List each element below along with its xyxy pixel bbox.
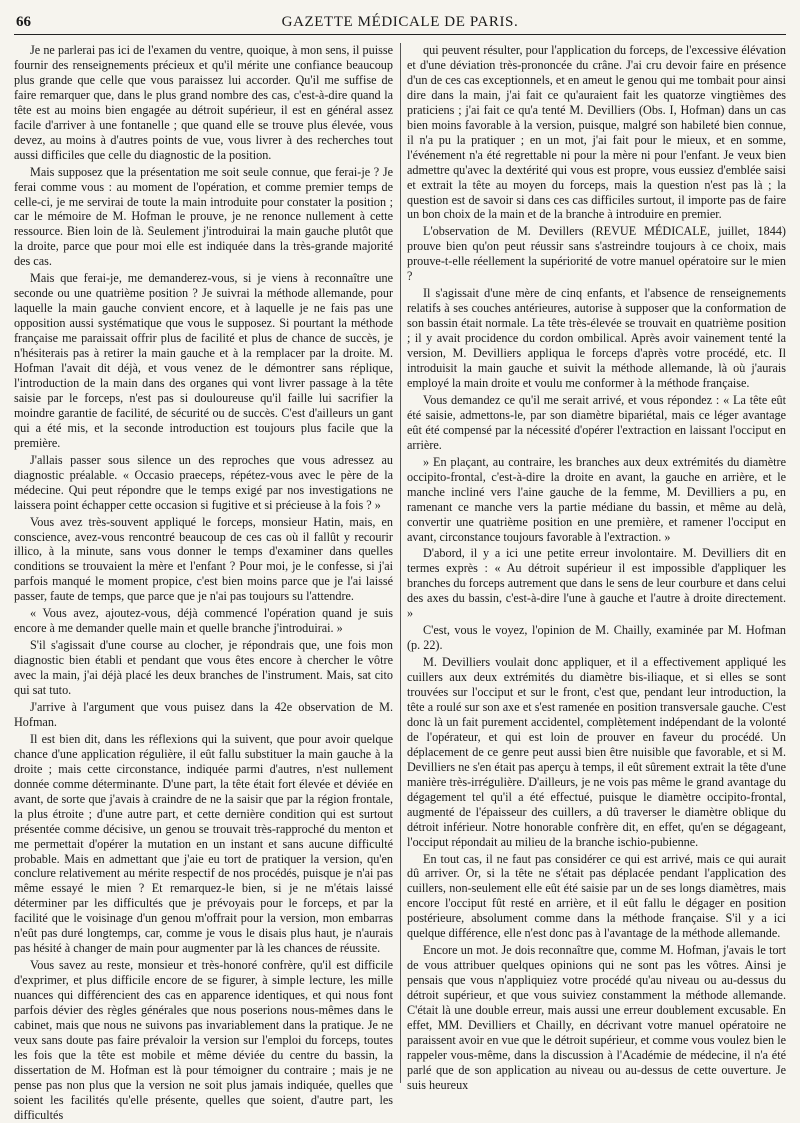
left-column (14, 43, 393, 1122)
column-divider (400, 43, 401, 1083)
paragraph: » En plaçant, au contraire, les branches aux deux extrémités du diamètre occipito-frontal, c'est-à-dire la droite en avant, la gauche en arrière, et le manche incliné vers l'aine gauche de la femme, M. Devilliers a pu, en ramenant ce manche vers la partie médiane du bassin, et même au delà, convertir une quatrième position en une première, et ramener l'occiput en avant, circonstance toujours favorable à l'extraction. » (407, 454, 786, 544)
page-header (14, 8, 786, 35)
two-column-body (14, 43, 786, 1122)
paragraph: Il s'agissait d'une mère de cinq enfants, et l'absence de renseignements relatifs à ses couches antérieures, autorise à supposer que la conformation de son bassin était normale. La tête très-élevée se trouvait en quatrième position ; il y avait procidence du cordon ombilical. Après avoir vainement tenté la version, M. Devilliers appliqua le forceps d'après votre procédé, etc. Il introduisit la main gauche et suivit la méthode allemande, là où j'aurais employé la main droite et voulu me conformer à la méthode française. (407, 286, 786, 390)
paragraph: Encore un mot. Je dois reconnaître que, comme M. Hofman, j'avais le tort de vous attribuer quelques opinions qui ne sont pas les vôtres. Ainsi je pensais que vous n'appliquiez votre procédé qu'au niveau ou au-dessus du détroit supérieur, et que vous suiviez constamment la méthode allemande. C'était là une double erreur, mais aussi une erreur doublement excusable. En effet, MM. Devilliers et Chailly, en décrivant votre manuel opératoire ne paraissent avoir en vue que le détroit supérieur, et comme vous voulez bien le rappeler vous-même, dans la discussion à l'Académie de médecine, il n'a été parlé que de son application au niveau ou au-dessus de cette ouverture. Je suis heureux (407, 943, 786, 1092)
page-number: 66 (16, 14, 31, 30)
paragraph: Vous avez très-souvent appliqué le forceps, monsieur Hatin, mais, en conscience, avez-vous rencontré beaucoup de ces cas où il fallût y recourir illico, à la minute, sans vous donner le temps d'examiner dans quelles conditions se trouvaient la mère et l'enfant ? Pour moi, je le confesse, si j'ai parfois manqué le moment propice, c'est bien moins parce que je l'ai laissé passer, faute de temps, que parce que je n'ai pas toujours su l'attendre. (14, 514, 393, 604)
paragraph: qui peuvent résulter, pour l'application du forceps, de l'excessive élévation et d'une déviation très-prononcée du crâne. J'ai cru devoir faire en présence d'un de ces cas exceptionnels, et en ameut le genou qui me tombait pour ainsi dire dans la main, j'ai fait ce qu'auraient fait les quatorze vingtièmes des praticiens ; j'ai fait ce qu'a tenté M. Devilliers (Obs. I, Hofman) dans un cas bien moins favorable à la version, puisque, malgré son habileté bien connue, il n'a pu la pratiquer ; en un mot, j'ai fait pour le mieux, et en somme, l'événement n'a été regrettable ni pour la mère ni pour l'enfant. Je veux bien admettre qu'avec la dextérité qui vous est propre, vous eussiez d'emblée saisi et extrait la tête au moyen du forceps, mais la question n'est pas là ; la question est de savoir si dans ces cas difficiles surtout, il importe pas de faire un bon choix de la main et de la branche à introduire en premier. (407, 43, 786, 222)
running-title: GAZETTE MÉDICALE DE PARIS. (281, 14, 519, 30)
paragraph: Mais que ferai-je, me demanderez-vous, si je viens à reconnaître une seconde ou une quatrième position ? Je suivrai la méthode allemande, pour laquelle la main gauche convient encore, et à laquelle je ne fais pas une opposition aussi systématique que vous le supposez. Si pourtant la méthode française me paraissait offrir plus de facilité et plus de chance de succès, je n'hésiterais pas à retirer la main gauche et à la remplacer par la droite. M. Hofman l'avait dit déjà, et vous venez de le démontrer sans réplique, l'introduction de la main dans des organes qui vont livrer passage à la tête saisie par le forceps, n'est pas si douloureuse qu'il faille lui sacrifier la moindre garantie de facilité, de sécurité ou de succès. C'est d'ailleurs un gant qui a été mis, et la seconde introduction est toujours plus facile que la première. (14, 271, 393, 450)
paragraph: Vous savez au reste, monsieur et très-honoré confrère, qu'il est difficile d'exprimer, et plus difficile encore de se figurer, à simple lecture, les mille nuances qui différencient des cas en apparence identiques, et qui nous font parfois dévier des règles générales que nous poserions nous-mêmes dans le cabinet, mais que nous ne suivons pas invariablement dans la pratique. Je ne veux sans doute pas faire prévaloir la version sur l'emploi du forceps, toutes les fois que la tête est mobile et même déviée du centre du bassin, la dissertation de M. Hofman est là pour témoigner du contraire ; mais je ne pense pas non plus que la version ne soit plus jamais indiquée, quelles que soient les facilités qu'elle présente, quelles que soient, d'autre part, les difficultés (14, 958, 393, 1122)
paragraph: J'arrive à l'argument que vous puisez dans la 42e observation de M. Hofman. (14, 699, 393, 729)
paragraph: Je ne parlerai pas ici de l'examen du ventre, quoique, à mon sens, il puisse fournir des renseignements précieux et qu'il mérite une confiance beaucoup plus grande que celle que vous paraissez lui accorder. Qu'il me suffise de faire remarquer que, dans le plus grand nombre des cas, c'est-à-dire quand la tête est au moins bien engagée au détroit supérieur, il est en général assez facile d'arriver à une fontanelle ; que quand elle se trouve plus élevée, vous devez, au moins à d'autres points de vue, vous livrer à des recherches tout aussi difficiles que celle du diagnostic de la position. (14, 43, 393, 162)
paragraph: Mais supposez que la présentation me soit seule connue, que ferai-je ? Je ferai comme vous : au moment de l'opération, et comme premier temps de celle-ci, je me servirai de toute la main introduite pour constater la position ; car le mémoire de M. Hofman le prouve, je ne renonce nullement à cette ressource. Bien loin de là. Seulement j'introduirai la main gauche plutôt que la droite, parce que pour moi elle est indiquée dans la très-grande majorité des cas. (14, 164, 393, 269)
paragraph: L'observation de M. Devillers (REVUE MÉDICALE, juillet, 1844) prouve bien qu'on peut réussir sans s'astreindre toujours à ce choix, mais prouve-t-elle réellement la supériorité de votre manuel opératoire sur le mien ? (407, 224, 786, 284)
right-column (407, 43, 786, 1092)
paragraph: J'allais passer sous silence un des reproches que vous adressez au diagnostic préalable. « Occasio praeceps, répétez-vous avec le père de la médecine. Qui peut répondre que le temps exigé par nos investigations ne laissera point échapper cette occasion si fugitive et si précieuse à la fois ? » (14, 452, 393, 512)
paragraph: M. Devilliers voulait donc appliquer, et il a effectivement appliqué les cuillers aux deux extrémités du diamètre bis-iliaque, et si elles se sont trouvées sur l'occiput et sur le front, c'est que, pendant leur introduction, la tête a roulé sur son axe et s'est ramenée en position transversale gauche. C'est donc là un fait purement accidentel, complètement indépendant de la volonté de l'opérateur, et qui est loin de prouver en faveur du procédé. Un déplacement de ce genre peut aussi bien être nuisible que favorable, et si M. Devilliers ne s'en était pas aperçu à temps, il eût sûrement extrait la tête d'une manière très-irrégulière. D'ailleurs, je ne vois pas même le grand avantage du dégagement tel qu'il a été effectué, puisque le diamètre occipito-frontal, augmenté de l'épaisseur des cuillers, a dû traverser le diamètre oblique du détroit inférieur. Notre honorable confrère dit, en effet, qu'en se dégageant, l'occiput répondait au milieu de la branche ischio-pubienne. (407, 655, 786, 849)
paragraph: Vous demandez ce qu'il me serait arrivé, et vous répondez : « La tête eût été saisie, admettons-le, par son diamètre bipariétal, mais ce léger avantage eût été compensé par la nécessité d'opérer l'extraction en laissant l'occiput en arrière. (407, 392, 786, 452)
paragraph: En tout cas, il ne faut pas considérer ce qui est arrivé, mais ce qui aurait dû arriver. Or, si la tête ne s'était pas déplacée pendant l'application des cuillers, non-seulement elle eût été saisie par un de ses longs diamètres, mais encore l'occiput fût resté en arrière, et il eût fallu le dégager en position postérieure, absolument comme dans la méthode française. S'il y a ici quelque différence, elle n'est donc pas à l'avantage de la méthode allemande. (407, 851, 786, 941)
paragraph: Il est bien dit, dans les réflexions qui la suivent, que pour avoir quelque chance d'une application régulière, il eût fallu substituer la main gauche à la droite ; mais cette circonstance, indiquée parmi d'autres, n'est nullement donnée comme déterminante. D'une part, la tête était fort élevée et déviée en avant, de sorte que j'avais à craindre de ne la saisir que par la région frontale, la plus étroite ; d'une autre part, et cette dernière condition qui est surtout présentée comme décisive, un genou se trouvait très-rapproché du menton et me permettait d'opérer la mutation en un instant et sans aucune difficulté probable. Mais en admettant que j'aie eu tort de pratiquer la version, qu'en conclure relativement au mérite respectif de nos procédés, puisque je n'ai pas même essayé le mien ? Et remarquez-le bien, si je ne m'étais laissé déterminer par les difficultés que je prévoyais pour le forceps, et par la facilité que le voisinage d'un genou m'offrait pour la version, mon embarras n'eût pas duré longtemps, car, comme je vous le disais plus haut, je n'aurais pas hésité à changer de main pour augmenter par là les chances de réussite. (14, 731, 393, 956)
paragraph: C'est, vous le voyez, l'opinion de M. Chailly, examinée par M. Hofman (p. 22). (407, 623, 786, 653)
paragraph: S'il s'agissait d'une course au clocher, je répondrais que, une fois mon diagnostic bien établi et pendant que vous êtes encore à chercher le vôtre avec la main, j'ai déjà placé les deux branches de l'instrument. Mais, sat cito qui sat tuto. (14, 638, 393, 698)
paragraph: « Vous avez, ajoutez-vous, déjà commencé l'opération quand je suis encore à me demander quelle main et quelle branche j'introduirai. » (14, 606, 393, 636)
paragraph: D'abord, il y a ici une petite erreur involontaire. M. Devilliers dit en termes exprès : « Au détroit supérieur il est impossible d'appliquer les branches du forceps autrement que dans le sens de leur courbure et dans celui des axes du bassin, c'est-à-dire l'une à gauche et l'autre à droite directement. » (407, 546, 786, 621)
